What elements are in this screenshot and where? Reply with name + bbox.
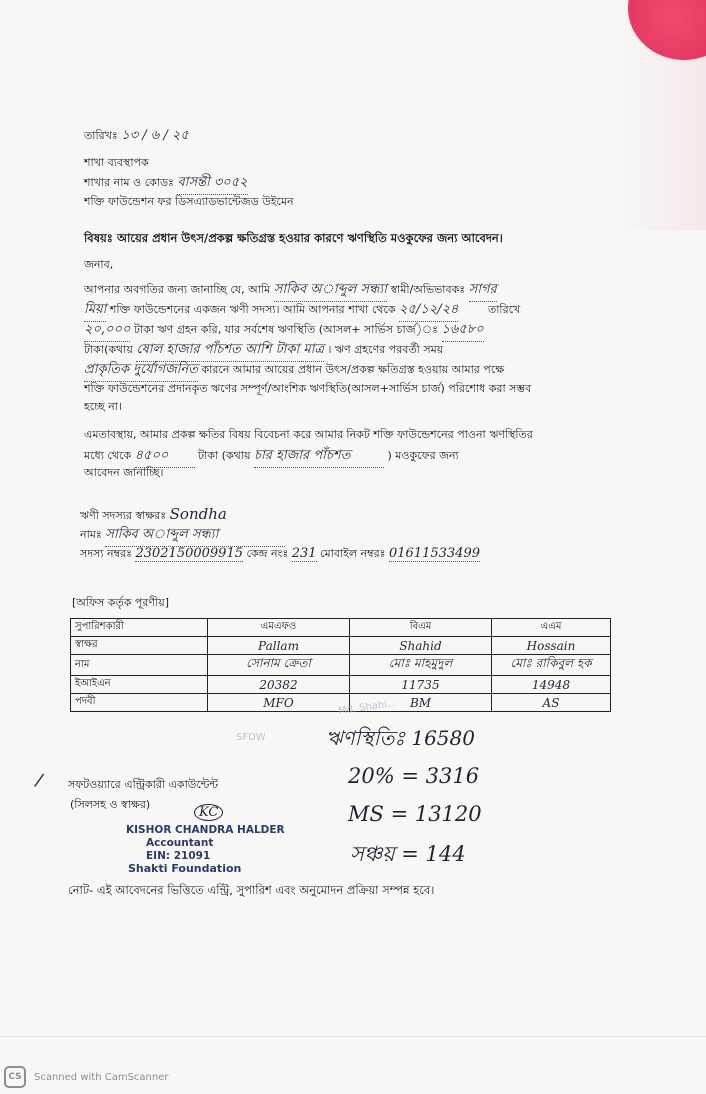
table-row: [71, 655, 611, 676]
center-value: 231: [291, 546, 317, 561]
member-signature: Sondha: [169, 505, 227, 523]
table-row: [71, 676, 611, 694]
scan-fold-line: [0, 1036, 706, 1037]
salutation: জনাব,: [84, 258, 114, 271]
para-text: । ঋণ গ্রহণের পরবর্তী সময়: [327, 343, 444, 356]
para-text: তারিখে: [487, 303, 521, 316]
member-name-hw: সাকিব অাব্দুল সন্ধ্যা: [274, 280, 387, 302]
table-header: সুপারিশকারী: [71, 619, 208, 637]
signature-am: Hossain: [492, 637, 611, 655]
name-bm: মোঃ মাহমুদুল: [350, 655, 492, 676]
name-mfo: সোনাম ক্রেতা: [208, 655, 350, 676]
para1-line7: হচ্ছে না।: [84, 400, 122, 413]
para-text: মধ্যে থেকে: [84, 449, 132, 462]
table-header: এমএফও: [208, 619, 350, 637]
para1-line5: [84, 360, 504, 382]
seal-title: Accountant: [146, 837, 214, 849]
para2-line1: এমতাবস্থায়, আমার প্রকল্প ক্ষতির বিষয় বিবেচনা করে আমার নিকট শক্তি ফাউন্ডেশনের পাওনা ঋণস্থিতির: [84, 428, 533, 441]
ein-bm: 11735: [350, 676, 492, 694]
para-text: আপনার অবগতির জন্য জানাচ্ছি যে, আমি: [84, 283, 271, 296]
table-header-row: [71, 619, 611, 637]
signature-mfo: Pallam: [208, 637, 350, 655]
designation-am: AS: [492, 694, 611, 712]
reason-hw: প্রাকৃতিক দুর্যোগজনিত: [84, 360, 198, 382]
note-line: নোট- এই আবেদনের ভিত্তিতে এন্ট্রি, সুপারিশ এবং অনুমোদন প্রক্রিয়া সম্পন্ন হবে।: [68, 883, 435, 897]
calc-savings: সঞ্চয় = 144: [350, 842, 466, 866]
member-sig-label: ঋণী সদস্যর স্বাক্ষরঃ: [80, 509, 167, 522]
loan-date-hw: ২৫/১২/২৪: [399, 300, 458, 322]
member-id-label: সদস্য নম্বরঃ: [80, 547, 132, 560]
member-name-label: নামঃ: [80, 528, 102, 541]
row-label: স্বাক্ষর: [71, 637, 208, 655]
camscanner-logo-icon: CS: [4, 1066, 26, 1088]
accountant-sublabel: (সিলসহ ও স্বাক্ষর): [70, 798, 151, 811]
outstanding-words-hw: ষোল হাজার পাঁচশত আশি টাকা মাত্র: [136, 340, 324, 362]
para-text: টাকা(কথায়: [84, 343, 133, 356]
seal-name: KISHOR CHANDRA HALDER: [126, 824, 285, 836]
member-name-line: [80, 525, 285, 547]
row-label: ইআইএন: [71, 676, 208, 694]
para-text: স্বামী/অভিভাবকঃ: [390, 283, 466, 296]
date-value: ১৩ / ৬ / ২৫: [121, 128, 189, 143]
subject-line: বিষয়ঃ আয়ের প্রধান উৎস/প্রকল্প ক্ষতিগ্রস্ত হওয়ার কারণে ঋণস্থিতি মওকুফের জন্য আবেদন।: [84, 231, 503, 245]
branch-line: [84, 173, 248, 195]
para-text: টাকা (কথায়: [198, 449, 251, 462]
member-id-line: [80, 545, 480, 564]
scanner-watermark: Scanned with CamScanner: [34, 1072, 169, 1083]
name-am: মোঃ রাকিবুল হক: [492, 655, 611, 676]
seal-ein: EIN: 21091: [146, 850, 211, 862]
row-label: পদবী: [71, 694, 208, 712]
branch-label: শাখার নাম ও কোডঃ: [84, 176, 174, 189]
loan-amount-hw: ২০,০০০: [84, 320, 130, 342]
signature-bm: Shahid: [350, 637, 492, 655]
para1-line2: [84, 300, 520, 322]
seal-org: Shakti Foundation: [128, 862, 242, 875]
tick-mark: /: [32, 769, 46, 792]
manager-line: শাখা ব্যবস্থাপক: [84, 156, 149, 169]
para-text: শক্তি ফাউন্ডেশনের একজন ঋণী সদস্য। আমি আপনার শাখা থেকে: [109, 303, 396, 316]
designation-bm: BM: [350, 694, 492, 712]
accountant-label: সফটওয়্যারে এন্ট্রিকারী একাউন্টেন্ট: [68, 778, 219, 791]
para1-line4: [84, 340, 443, 362]
para-text: কারনে আমার আয়ের প্রধান উৎস/প্রকল্প ক্ষতিগ্রস্ত হওয়ায় আমার পক্ষে: [201, 363, 505, 376]
waiver-amount-hw: ৪৫০০: [135, 446, 195, 468]
member-id-value: 2302150009915: [135, 546, 243, 561]
org-line: শক্তি ফাউন্ডেশন ফর ডিসএ্যাডভান্টেজড উইমেন: [84, 195, 294, 208]
mobile-value: 01611533499: [389, 546, 480, 561]
date-label: তারিখঃ: [84, 129, 118, 142]
mobile-label: মোবাইল নম্বরঃ: [320, 547, 386, 560]
para-text: ) মওকুফের জন্য: [387, 449, 459, 462]
ein-mfo: 20382: [208, 676, 350, 694]
para1-line6: শক্তি ফাউন্ডেশনের প্রদানকৃত ঋণের সম্পূর্ণ/আংশিক ঋণস্থিতি(আসল+সার্ভিস চার্জ) পরিশোধ করা সম্ভব: [84, 382, 532, 395]
designation-mfo: MFO: [208, 694, 350, 712]
calc-percent: 20% = 3316: [348, 764, 480, 788]
calc-ms: MS = 13120: [348, 802, 482, 826]
para-text: টাকা ঋণ গ্রহন করি, যার সর্বশেষ ঋণস্থিতি (আসল+ সার্ভিস চার্জ)ঃ: [133, 323, 438, 336]
table-header: এএম: [492, 619, 611, 637]
table-header: বিএম: [350, 619, 492, 637]
para1-line3: [84, 320, 484, 342]
waiver-words-hw: চার হাজার পাঁচশত: [254, 446, 384, 468]
branch-value: বাসন্তী ৩০৫২: [177, 173, 247, 195]
faded-stamp: SFDW: [236, 732, 266, 743]
member-name-value: সাকিব অাব্দুল সন্ধ্যা: [105, 525, 285, 547]
faded-stamp-2: Md. Shahi...: [337, 697, 398, 718]
ein-am: 14948: [492, 676, 611, 694]
calc-total: ঋণস্থিতিঃ 16580: [326, 726, 475, 750]
accountant-initials: KC: [194, 804, 223, 821]
para2-line3: আবেদন জানাচ্ছি।: [84, 466, 164, 479]
para1-line1: [84, 280, 497, 302]
approval-table: [70, 618, 611, 712]
outstanding-hw: ১৬৫৮০: [442, 320, 484, 342]
guardian-hw-2: মিয়া: [84, 300, 106, 322]
date-line: [84, 126, 189, 147]
guardian-hw: সাগর: [469, 280, 497, 302]
member-signature-line: [80, 505, 227, 526]
table-row: [71, 637, 611, 655]
center-label: কেন্দ্র নংঃ: [246, 547, 289, 560]
row-label: নাম: [71, 655, 208, 676]
office-heading: [অফিস কর্তৃক পূরণীয়]: [72, 596, 169, 609]
